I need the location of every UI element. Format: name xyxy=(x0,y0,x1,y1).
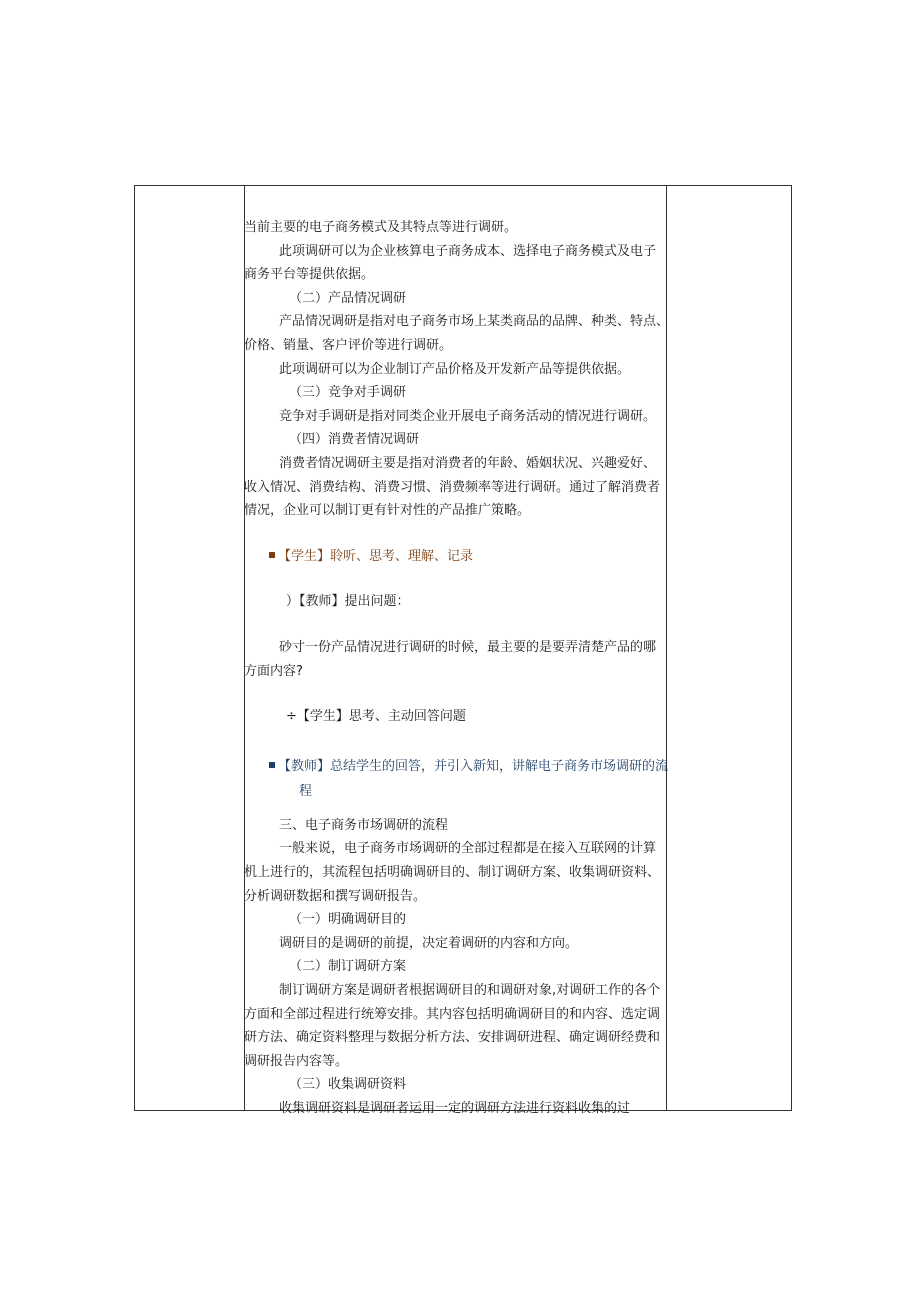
teacher-activity-1 xyxy=(244,590,668,614)
paragraph-text: 调研目的是调研的前提，决定着调研的内容和方向。 xyxy=(279,935,579,951)
paragraph-text: 制订调研方案是调研者根据调研目的和调研对象,对调研工作的各个 xyxy=(279,983,661,999)
lesson-content xyxy=(244,216,668,1121)
paragraph-text: 方面和全部过程进行统筹安排。其内容包括明确调研目的和内容、选定调 xyxy=(244,1006,661,1022)
question-text: 方面内容? xyxy=(244,663,303,679)
paragraph-text: 一般来说，电子商务市场调研的全部过程都是在接入互联网的计算 xyxy=(279,841,657,857)
student-activity-text: 【学生】思考、主动回答问题 xyxy=(296,709,466,725)
list-marker: ） xyxy=(286,594,300,610)
paragraph-text: 价格、销量、客户评价等进行调研。 xyxy=(244,337,453,353)
paragraph-text: 调研报告内容等。 xyxy=(244,1053,349,1069)
paragraph-text: 此项调研可以为企业核算电子商务成本、选择电子商务模式及电子 xyxy=(279,243,657,259)
teacher-activity-2 xyxy=(244,755,668,779)
paragraph-text: 分析调研数据和撰写调研报告。 xyxy=(244,888,427,904)
paragraph-text: 收集调研资料是调研者运用一定的调研方法进行资料收集的过 xyxy=(279,1101,631,1116)
list-marker: ÷ xyxy=(286,709,297,725)
paragraph-text: 此项调研可以为企业制订产品价格及开发新产品等提供依据。 xyxy=(279,361,631,377)
paragraph-text: 情况，企业可以制订更有针对性的产品推广策略。 xyxy=(244,503,531,519)
section-heading-product: （二）产品情况调研 xyxy=(289,290,407,306)
teacher-activity-text-continued: 程 xyxy=(299,784,313,800)
square-bullet-icon xyxy=(269,552,275,558)
paragraph-text: 竞争对手调研是指对同类企业开展电子商务活动的情况进行调研。 xyxy=(279,408,657,424)
section-heading-plan: （二）制订调研方案 xyxy=(289,959,407,975)
section-heading-collect: （三）收集调研资料 xyxy=(289,1077,407,1093)
section-heading-goal: （一）明确调研目的 xyxy=(289,912,407,928)
paragraph-text: 消费者情况调研主要是指对消费者的年龄、婚姻状况、兴趣爱好、 xyxy=(279,455,657,471)
paragraph-text: 当前主要的电子商务模式及其特点等进行调研。 xyxy=(244,220,518,235)
teacher-activity-text: 【教师】总结学生的回答，并引入新知，讲解电子商务市场调研的流 xyxy=(278,758,669,774)
paragraph-text: 商务平台等提供依据。 xyxy=(244,267,375,283)
section-heading-competitor: （三）竞争对手调研 xyxy=(289,385,407,401)
section-heading-process: 三、电子商务市场调研的流程 xyxy=(279,817,449,833)
paragraph-text: 收入情况、消费结构、消费习惯、消费频率等进行调研。通过了解消费者 xyxy=(244,479,661,495)
square-bullet-icon xyxy=(269,762,275,768)
student-activity-1 xyxy=(244,545,668,569)
student-activity-text: 【学生】聆听、思考、理解、记录 xyxy=(278,548,474,564)
student-activity-2 xyxy=(244,705,668,729)
question-text: 砂寸一份产品情况进行调研的时候，最主要的是要弄清楚产品的哪 xyxy=(279,639,657,655)
section-heading-consumer: （四）消费者情况调研 xyxy=(289,432,420,448)
paragraph-text: 研方法、确定资料整理与数据分析方法、安排调研进程、确定调研经费和 xyxy=(244,1030,661,1046)
paragraph-text: 产品情况调研是指对电子商务市场上某类商品的品牌、种类、特点、 xyxy=(279,314,670,330)
paragraph-text: 机上进行的，其流程包括明确调研目的、制订调研方案、收集调研资料、 xyxy=(244,865,661,881)
teacher-activity-text: 【教师】提出问题： xyxy=(299,594,410,610)
